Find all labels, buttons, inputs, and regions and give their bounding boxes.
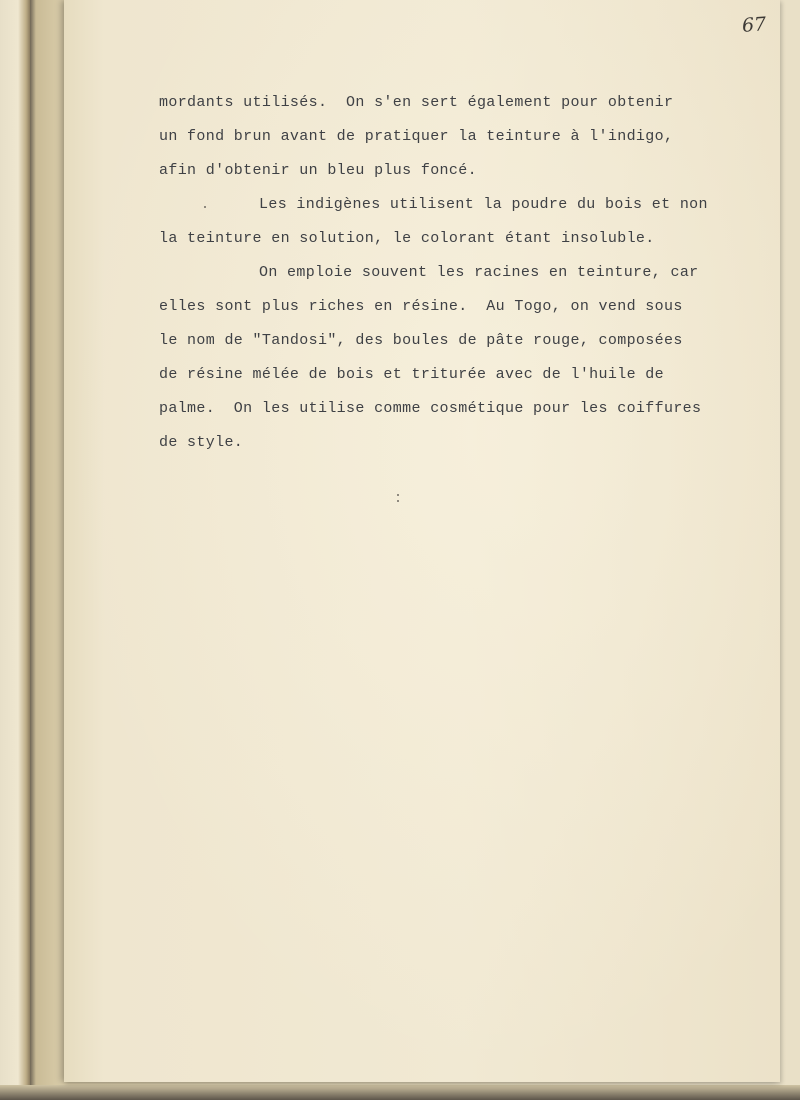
- text-line: elles sont plus riches en résine. Au Togo, on vend sous: [159, 298, 683, 315]
- text-line: le nom de "Tandosi", des boules de pâte rouge, composées: [159, 332, 683, 349]
- document-page: [64, 0, 780, 1082]
- text-line: un fond brun avant de pratiquer la teinture à l'indigo,: [159, 128, 674, 145]
- ink-speck: [397, 500, 399, 502]
- bottom-shadow: [0, 1085, 800, 1100]
- adjacent-page-edge: [0, 0, 30, 1100]
- paragraph-start-line: On emploie souvent les racines en teinture, car: [259, 264, 699, 281]
- text-line: de résine mélée de bois et triturée avec de l'huile de: [159, 366, 664, 383]
- text-line: de style.: [159, 434, 244, 451]
- text-line: mordants utilisés. On s'en sert également pour obtenir: [159, 94, 674, 111]
- ink-speck: [397, 494, 399, 496]
- text-line: la teinture en solution, le colorant étant insoluble.: [159, 230, 655, 247]
- text-line: afin d'obtenir un bleu plus foncé.: [159, 162, 477, 179]
- paragraph-start-line: Les indigènes utilisent la poudre du bois et non: [259, 196, 708, 213]
- page-number: 67: [741, 13, 767, 37]
- typed-text-body: [159, 89, 759, 463]
- text-line: palme. On les utilise comme cosmétique pour les coiffures: [159, 400, 702, 417]
